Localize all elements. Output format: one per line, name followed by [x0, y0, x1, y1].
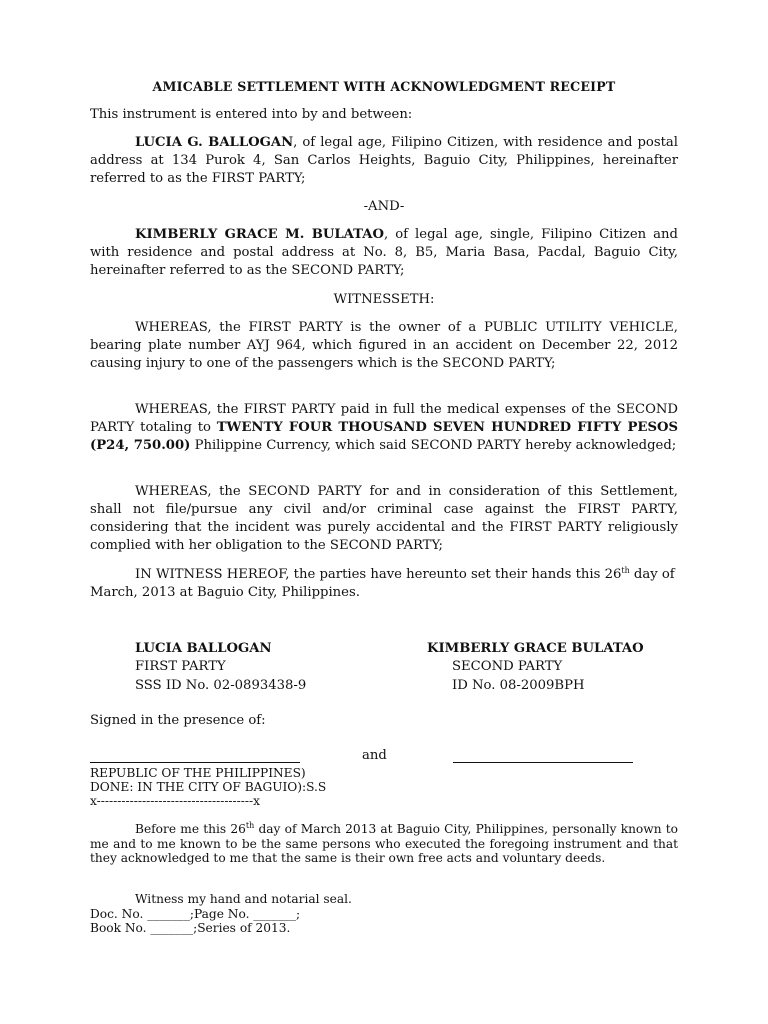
witness-2-signature-line — [453, 762, 633, 763]
acknowledgment-pre: Before me this 26 — [135, 822, 246, 836]
presence-text: Signed in the presence of: — [90, 713, 266, 728]
document-title: AMICABLE SETTLEMENT WITH ACKNOWLEDGMENT RECEIPT — [152, 79, 616, 94]
and-separator: -AND- — [363, 199, 405, 214]
whereas-paragraph-2 — [90, 401, 678, 455]
acknowledgment-superscript: th — [245, 821, 255, 830]
first-party-signatory-role: FIRST PARTY — [135, 659, 226, 674]
settlement-amount: TWENTY FOUR THOUSAND SEVEN HUNDRED FIFTY PESOS (P24, 750.00) — [90, 420, 678, 453]
witness-clause-pre: IN WITNESS HEREOF, the parties have hereunto set their hands this 26 — [135, 567, 622, 582]
doc-page-line: Doc. No. _______;Page No. _______; — [90, 907, 301, 921]
witness-clause-superscript: th — [621, 566, 630, 575]
whereas-1-text: WHEREAS, the FIRST PARTY is the owner of a PUBLIC UTILITY VEHICLE, bearing plate number AYJ 964, which figured in an accident on December 22, 2012 causing injury to one of the passengers which is the SECOND PARTY; — [90, 320, 678, 371]
first-party-description: , of legal age, Filipino Citizen, with residence and postal address at 134 Purok 4, San Carlos Heights, Baguio City, Philippines, hereinafter referred to as the FIRST PARTY; — [90, 135, 678, 186]
acknowledgment-post: day of March 2013 at Baguio City, Philippines, personally known to me and to me known to be the same persons who executed the foregoing instrument and that they acknowledged to me that the same is their own free acts and voluntary deeds. — [90, 822, 678, 866]
witness-clause-post: day of March, 2013 at Baguio City, Philippines. — [90, 567, 675, 600]
witness-clause-paragraph — [90, 566, 678, 602]
whereas-3-text: WHEREAS, the SECOND PARTY for and in consideration of this Settlement, shall not file/pursue any civil and/or criminal case against the FIRST PARTY, considering that the incident was purely accidental and the FIRST PARTY religiously complied with her obligation to the SECOND PARTY; — [90, 484, 678, 553]
witness-1-signature-line — [90, 762, 300, 763]
second-party-description: , of legal age, single, Filipino Citizen and with residence and postal address at No. 8, B5, Maria Basa, Pacdal, Baguio City, hereinafter referred to as the SECOND PARTY; — [90, 227, 678, 278]
whereas-2-post: Philippine Currency, which said SECOND PARTY hereby acknowledged; — [190, 438, 677, 453]
second-party-signatory-name: KIMBERLY GRACE BULATAO — [427, 641, 644, 656]
second-party-signatory-role: SECOND PARTY — [452, 659, 563, 674]
whereas-paragraph-1 — [90, 319, 678, 373]
intro-text: This instrument is entered into by and between: — [90, 107, 413, 122]
second-party-signatory-id: ID No. 08-2009BPH — [452, 678, 585, 693]
jurat-separator-line: x--------------------------------------x — [90, 794, 261, 808]
first-party-paragraph — [90, 134, 678, 188]
acknowledgment-paragraph — [90, 822, 678, 866]
second-party-paragraph — [90, 226, 678, 280]
first-party-signatory-name: LUCIA BALLOGAN — [135, 641, 272, 656]
jurat-city-line: DONE: IN THE CITY OF BAGUIO):S.S — [90, 780, 327, 794]
whereas-2-pre: WHEREAS, the FIRST PARTY paid in full the medical expenses of the SECOND PARTY totaling to — [90, 402, 678, 435]
second-party-name: KIMBERLY GRACE M. BULATAO — [135, 227, 384, 242]
whereas-paragraph-3 — [90, 483, 678, 555]
witnesseth-heading: WITNESSETH: — [333, 292, 435, 307]
first-party-name: LUCIA G. BALLOGAN — [135, 135, 294, 150]
book-series-line: Book No. _______;Series of 2013. — [90, 921, 291, 935]
witness-and-text: and — [362, 748, 387, 763]
jurat-republic-line: REPUBLIC OF THE PHILIPPINES) — [90, 766, 306, 780]
first-party-signatory-id: SSS ID No. 02-0893438-9 — [135, 678, 307, 693]
notarial-seal-text: Witness my hand and notarial seal. — [135, 892, 352, 906]
